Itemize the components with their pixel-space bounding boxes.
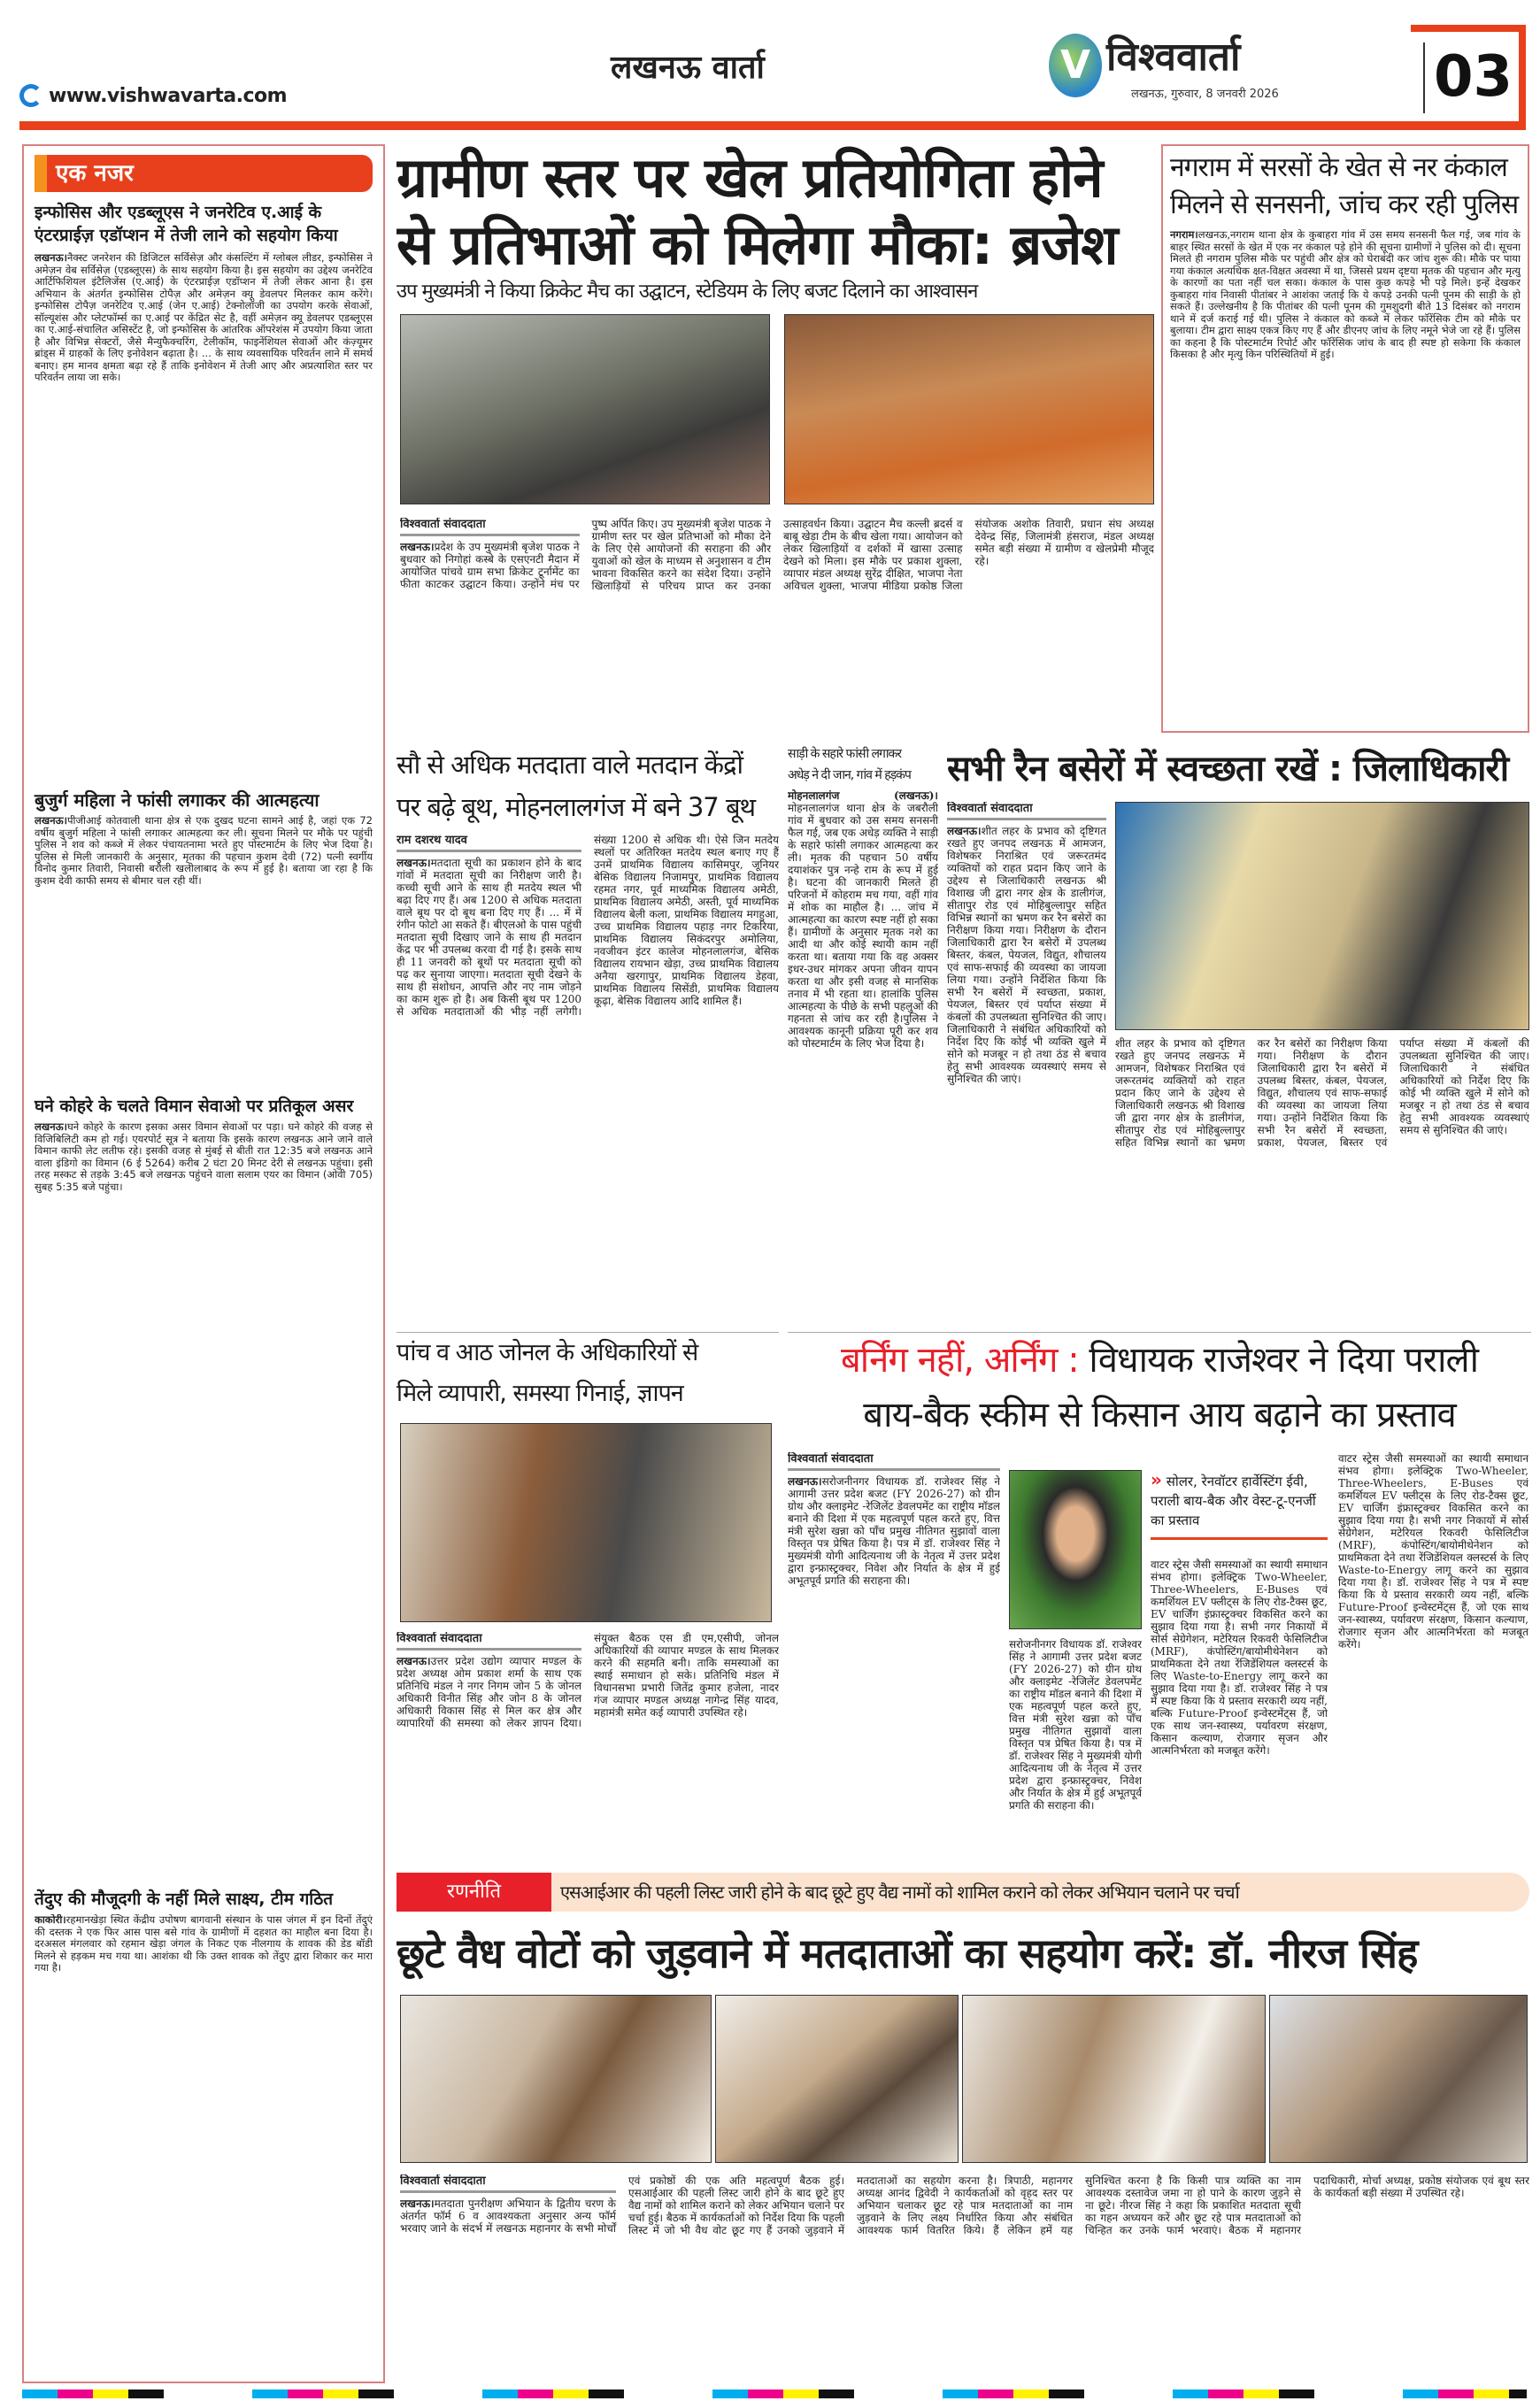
ek-nazar-column — [22, 144, 385, 2383]
parali-body-lead — [788, 1452, 1000, 1855]
skeleton-headline-line-2: मिलने से सनसनी, जांच कर रही पुलिस — [1170, 189, 1519, 220]
booth-headline-line-2: पर बढ़े बूथ, मोहनलालगंज में बने 37 बूथ — [397, 792, 756, 822]
dateline: लखनऊ। — [397, 1655, 431, 1667]
section-title: लखनऊ वार्ता — [611, 50, 765, 86]
skeleton-body — [1170, 229, 1521, 725]
story-body — [35, 1914, 373, 2144]
body-text: सरोजनीनगर विधायक डॉ. राजेश्वर सिंह ने आगामी उत्तर प्रदेश बजट (FY 2026-27) को ग्रीन ग्रोथ और क्लाइमेट -रेजिलेंट डेवलपमेंट का राष्ट्रीय मॉडल बनाने की दिशा में एक महत्वपूर्ण पहल करते हुए, वित्त मंत्री सुरेश खन्ना को पाँच प्रमुख नीतिगत सुझावों वाला विस्तृत पत्र प्रेषित किया है। पत्र में डॉ. राजेश्वर सिंह ने मुख्यमंत्री योगी आदित्यनाथ जी के नेतृत्व में उत्तर प्रदेश द्वारा इन्फ्रास्ट्रक्चर, निवेश और निर्यात के क्षेत्र में हुई अभूतपूर्व प्रगति की सराहना की। — [1009, 1638, 1142, 1812]
photo-meeting-1 — [400, 1995, 712, 2163]
zonal-headline-line-1: पांच व आठ जोनल के अधिकारियों से — [397, 1339, 698, 1366]
dateline: लखनऊ। — [397, 857, 431, 869]
body-text: लखनऊ,नगराम थाना क्षेत्र के कुबाहरा गांव में उस समय सनसनी फैल गई, जब गांव के बाहर स्थित सरसों के खेत में एक नर कंकाल पड़े होने की सूचना ग्रामीणों ने पुलिस को दी। सूचना मिलते ही नगराम पुलिस मौके पर पहुंची और क्षेत्र को घेराबंदी कर जांच शुरू की। मौके पर पाया गया कंकाल अत्यधिक क्षत-विक्षत अवस्था में था, जिससे प्रथम दृष्टया मृतक की पहचान और मृत्यु के कारणों का पता नहीं चल सका। कंकाल के पास कुछ कपड़े भी पड़े मिले। इन्हें देखकर कुबाहरा गांव निवासी पीतांबर ने आशंका जताई कि ये कपड़े उनकी पत्नी पूनम की साड़ी के हो सकते हैं। उल्लेखनीय है कि पीतांबर की पत्नी पूनम की गुमशुदगी बीते 13 दिसंबर को नगराम थाने में दर्ज कराई गई थी। पुलिस ने कंकाल को कब्जे में लेकर फॉरेंसिक टीम को मौके पर बुलाया। टीम द्वारा साक्ष्य एकत्र किए गए हैं और डीएनए जांच के लिए नमूने भेजे जा रहे हैं। पुलिस का कहना है कि पोस्टमार्टम रिपोर्ट और फॉरेंसिक जांच के बाद ही स्पष्ट हो सकेगा कि कंकाल किसका है और मृत्यु किन परिस्थितियों में हुई। — [1170, 229, 1521, 360]
body-text: मतदाता सूची का प्रकाशन होने के बाद गांवों में मतदाता सूची का निरीक्षण जारी है। कच्ची सूची आने के साथ ही मतदेय स्थल भी बढ़ा दिए गए हैं। अब 1200 से अधिक मतदाता वाले बूथ पर दो बूथ बना दिए गए हैं। ... में में रंगीन फोटो आ सकते हैं। बीएलओ के पास पहुंची मतदाता सूची दिखाए जाने के साथ ही मतदान केंद्र पर भी उपलब्ध करवा दी गई है। इसके साथ ही 11 जनवरी को बूथों पर मतदाता सूची को पढ़ कर सुनाया जाएगा। मतदाता सूची देखने के साथ ही संशोधन, आपत्ति और नए नाम जोड़ने का काम शुरू हो है। अब किसी बूथ पर 1200 से अधिक मतदाताओं की भीड़ नहीं लगेगी। संख्या 1200 से अधिक थी। ऐसे जिन मतदेय स्थलों पर अतिरिक्त मतदेय स्थल बनाए गए हैं उनमें प्राथमिक विद्यालय कासिमपुर, जूनियर बेसिक विद्यालय निजामपुर, प्राथमिक विद्यालय रहमत नगर, पूर्व माध्यमिक विद्यालय अमेठी, प्राथमिक विद्यालय अमेठी, अस्ती, पूर्व माध्यमिक विद्यालय बेली कला, प्राथमिक विद्यालय मगहुआ, उच्च प्राथमिक विद्यालय पहाड़ नगर टिकरिया, प्राथमिक विद्यालय सिकंदरपुर अमोलिया, नवजीवन इंटर कालेज मोहनलालगंज, बेसिक विद्यालय रायभान खेड़ा, उच्च प्राथमिक विद्यालय अनैया खरगापुर, प्राथमिक विद्यालय डेहवा, प्राथमिक विद्यालय सिसेंडी, प्राथमिक विद्यालय कूढ़ा, बेसिक विद्यालय आदि शामिल हैं। — [397, 834, 779, 1018]
parali-story — [788, 1332, 1531, 1858]
photo-traders-meeting — [400, 1423, 772, 1622]
body-text: घने कोहरे के कारण इसका असर विमान सेवाओं पर पड़ा। घने कोहरे की वजह से विजिबिलिटी कम हो गई। एयरपोर्ट सूत्र ने बताया कि इसके कारण लखनऊ आने जाने वाले विमान काफी लेट लतीफ रहे। इसकी वजह से मुंबई से बीती रात 12:35 बजे लखनऊ आने वाला इंडिगो का विमान (6 ई 5264) करीब 2 घंटा 20 मिनट देरी से लखनऊ पहुंचा। इसी तरह मस्कट से तड़के 3:45 बजे लखनऊ पहुंचने वाला सलाम एयर का विमान (ओवी 705) सुबह 5:35 बजे पहुंचा। — [35, 1121, 373, 1193]
photo-meeting-4 — [1269, 1995, 1528, 2163]
parali-body-rest-a — [1151, 1558, 1328, 1855]
hanging-body — [788, 789, 938, 1312]
brand-logo: V — [1049, 34, 1102, 97]
ek-nazar-label — [35, 155, 373, 192]
page-number: 03 — [1434, 44, 1513, 110]
booth-body — [397, 834, 779, 1316]
main-subheadline: उप मुख्यमंत्री ने किया क्रिकेट मैच का उद्घाटन, स्टेडियम के लिए बजट दिलाने का आश्वासन — [397, 281, 978, 303]
main-headline-line-2: से प्रतिभाओं को मिलेगा मौका: ब्रजेश — [397, 212, 1118, 277]
story-headline: तेंदुए की मौजूदगी के नहीं मिले साक्ष्य, टीम गठित — [35, 1889, 334, 1909]
body-text: नैक्स्ट जनरेशन की डिजिटल सर्विसेज़ और कंसल्टिंग में ग्लोबल लीडर, इन्फोसिस ने अमेज़न वेब सर्विसेज़ (एडब्लूएस) के साथ सहयोग किया है। इस सहयोग का उद्देश्य जनरेटिव आर्टिफिशियल इंटैलिजेंस (ए.आई) के एंटरप्राईज़ एडॉप्शन में तेजी लेकर आना है। इस अभियान के अंतर्गत इन्फोसिस टोपैज़ और अमेज़न क्यू डेवलपर मिलकर काम करेंगे। इन्फोसिस टोपैज़ जनरेटिव ए.आई (जेन ए.आई) टेक्नोलॉजी का उपयोग करके सेवाओं, सॉल्यूशंस और प्लेटफॉर्म्स का ए.आई पर केंद्रित सेट है, वहीं अमेज़न क्यू डेवलपर एडब्लूएस का ए.आई-संचालित असिस्टेंट है, जो इन्फोसिस के आंतरिक ऑपरेशंस में उपयोग किया जाता है और विभिन्न सेक्टरों, जैसे मैन्युफैक्चरिंग, टेलीकॉम, फाइनेंशियल सेवाओं और कंज़्यूमर ब्रांड्स में ग्राहकों के लिए इनोवेशन बढ़ाता है। ... के साथ व्यवसायिक परिवर्तन लाने में समर्थ बनाए। हम मानव क्षमता बढ़ा रहे हैं ताकि इनोवेशन में तेजी आए और अप्रत्याशित स्तर पर परिवर्तन लाया जा सके। — [35, 252, 373, 383]
hanging-headline-line-1: साड़ी के सहारे फांसी लगाकर — [788, 747, 901, 761]
print-color-bar — [22, 2389, 1527, 2398]
dateline: नगराम। — [1170, 229, 1198, 241]
rain-basera-story — [947, 743, 1531, 1319]
website-link[interactable]: www.vishwavarta.com — [49, 85, 288, 107]
byline: विश्ववार्ता संवाददाता — [400, 519, 580, 536]
main-story — [397, 144, 1158, 737]
body-text: मतदाता पुनरीक्षण अभियान के द्वितीय चरण के अंतर्गत फॉर्म 6 व आवश्यकता अनुसार अन्य फॉर्म भरवाए जाने के संदर्भ में लखनऊ महानगर के सभी मोर्चों एवं प्रकोष्ठों की एक अति महत्वपूर्ण बैठक हुई। एसआईआर की पहली लिस्ट जारी होने के बाद छूटे हुए वैद्य नामों को शामिल कराने को लेकर अभियान चलाने पर चर्चा हुई। बैठक में कार्यकर्ताओं को निर्देश दिया कि पहली लिस्ट में जो भी वैध वोट छूट गए हैं उनको जुड़वाने में मतदाताओं का सहयोग करना है। त्रिपाठी, महानगर अध्यक्ष आनंद द्विवेदी ने कार्यकर्ताओं को वृहद स्तर पर अभियान चलाकर छूट रहे पात्र मतदाताओं का नाम जुड़वाने के लिए लक्ष्य निर्धारित किया और संबंधित आवश्यक फार्म वितरित किये। हैं लेकिन हमें यह सुनिश्चित करना है कि किसी पात्र व्यक्ति का नाम आवश्यक दस्तावेज जमा ना हो पाने के कारण जुड़ने से ना छूटे। नीरज सिंह ने कहा कि प्रकाशित मतदाता सूची का गहन अध्ययन करें और छूट रहे पात्र मतदाताओं को चिन्हित कर उनके फार्म भरवाएं। बैठक में महानगर पदाधिकारी, मोर्चा अध्यक्ष, प्रकोष्ठ संयोजक एवं बूथ स्तर के कार्यकर्ता बड़ी संख्या में उपस्थित रहे। — [400, 2174, 1529, 2236]
main-story-body — [400, 518, 1154, 735]
parali-pull-quote — [1151, 1470, 1328, 1540]
issue-date: लखनऊ, गुरुवार, 8 जनवरी 2026 — [1131, 88, 1279, 101]
dateline: लखनऊ। — [400, 541, 435, 553]
neeraj-body — [400, 2174, 1529, 2385]
byline: विश्ववार्ता संवाददाता — [400, 2175, 616, 2193]
strategy-banner — [397, 1873, 1529, 1912]
story-body — [35, 252, 373, 783]
headline-text: विधायक राजेश्वर ने दिया पराली — [1089, 1340, 1479, 1381]
dateline: काकोरी। — [35, 1914, 66, 1926]
story-elderly-woman — [35, 789, 373, 1089]
hanging-headline-line-2: अधेड़ ने दी जान, गांव में हड़कंप — [788, 768, 911, 782]
dateline: लखनऊ। — [400, 2197, 435, 2210]
dateline: लखनऊ। — [947, 825, 982, 837]
body-text: वाटर स्ट्रेस जैसी समस्याओं का स्थायी समाधान संभव होगा। इलेक्ट्रिक Two-Wheeler, Three-Wheelers, E-Buses एवं कमर्शियल EV फ्लीट्स के लिए रोड-टैक्स छूट, EV चार्जिंग इंफ्रास्ट्रक्चर विकसित करने का सुझाव दिया गया है। सभी नगर निकायों में सोर्स सेग्रेगेशन, मटेरियल रिकवरी फेसिलिटीज (MRF), कंपोस्टिंग/बायोमीथेनेशन को प्राथमिकता देने तथा रेंजिडेंशियल क्लस्टर्स के लिए Waste-to-Energy लागू करने का सुझाव दिया गया है। डॉ. राजेश्वर सिंह ने पत्र में स्पष्ट किया कि ये प्रस्ताव सरकारी व्यय नहीं, बल्कि Future-Proof इन्वेस्टमेंट्स हैं, जो एक साथ जन-स्वास्थ्य, पर्यावरण संरक्षण, किसान कल्याण, रोजगार सृजन और आत्मनिर्भरता को मजबूत करेंगे। — [1338, 1452, 1528, 1651]
story-body — [35, 815, 373, 1089]
dateline: लखनऊ। — [35, 1121, 67, 1133]
photo-meeting-3 — [962, 1995, 1266, 2163]
byline: विश्ववार्ता संवाददाता — [397, 1633, 581, 1651]
story-headline: बुजुर्ग महिला ने फांसी लगाकर की आत्महत्या — [35, 789, 320, 811]
dateline: लखनऊ। — [35, 815, 67, 827]
body-text: सरोजनीनगर विधायक डॉ. राजेश्वर सिंह ने आगामी उत्तर प्रदेश बजट (FY 2026-27) को ग्रीन ग्रोथ और क्लाइमेट -रेजिलेंट डेवलपमेंट का राष्ट्रीय मॉडल बनाने की दिशा में एक महत्वपूर्ण पहल करते हुए, वित्त मंत्री सुरेश खन्ना को पाँच प्रमुख नीतिगत सुझावों वाला विस्तृत पत्र प्रेषित किया है। पत्र में डॉ. राजेश्वर सिंह ने मुख्यमंत्री योगी आदित्यनाथ जी के नेतृत्व में उत्तर प्रदेश द्वारा इन्फ्रास्ट्रक्चर, निवेश और निर्यात के क्षेत्र में हुई अभूतपूर्व प्रगति की सराहना की। — [788, 1475, 1000, 1587]
dateline: लखनऊ। — [788, 1475, 822, 1488]
quote-text: सोलर, रेनवॉटर हार्वेस्टिंग ईवी, पराली बाय-बैक और वेस्ट-टू-एनर्जी का प्रस्ताव — [1151, 1474, 1316, 1528]
parali-body-under-photo — [1009, 1638, 1142, 1855]
body-text: प्रदेश के उप मुख्यमंत्री बृजेश पाठक ने बुधवार को निगोहां कस्बे के एसएनटी मैदान में आयोजित पांचवे ग्राम सभा क्रिकेट टूर्नामेंट का फीता काटकर उद्घाटन किया। उन्होंने मंच पर पुष्प अर्पित किए। उप मुख्यमंत्री बृजेश पाठक ने ग्रामीण स्तर पर खेल प्रतिभाओं को मौका देने के लिए ऐसे आयोजनों की सराहना की और युवाओं को खेल के माध्यम से अनुशासन व टीम भावना विकसित करने का संदेश दिया। उन्होंने खिलाड़ियों से परिचय प्राप्त कर उनका उत्साहवर्धन किया। उद्घाटन मैच कल्ली ब्रदर्स व बाबू खेड़ा टीम के बीच खेला गया। आयोजन को लेकर खिलाड़ियों व दर्शकों में खासा उत्साह देखने को मिला। इस मौके पर प्रकाश शुक्ला, व्यापार मंडल अध्यक्ष सुरेंद्र दीक्षित, भाजपा नेता अविचल शुक्ला, भाजपा मीडिया प्रकोष्ठ जिला संयोजक अशोक तिवारी, प्रधान संघ अध्यक्ष देवेन्द्र सिंह, जिलामंत्री हंसराज, मंडल अध्यक्ष समेत बड़ी संख्या में ग्रामीण व खेलप्रेमी मौजूद रहे। — [400, 518, 1154, 592]
masthead — [0, 0, 1540, 133]
neeraj-story — [397, 1869, 1531, 2387]
body-text: मोहनलालगंज थाना क्षेत्र के जबरौली गांव में बुधवार को उस समय सनसनी फैल गई, जब एक अधेड़ व्यक्ति ने साड़ी के सहारे फांसी लगाकर आत्महत्या कर ली। मृतक की पहचान 50 वर्षीय दयाशंकर पुत्र नन्हे राम के रूप में हुई है। घटना की जानकारी मिलते ही परिजनों में कोहराम मच गया, वहीं गांव में शोक का माहौल है। ... जांच में आत्महत्या का कारण स्पष्ट नहीं हो सका हैं। ग्रामीणों के अनुसार मृतक नशे का आदी था और कोई स्थायी काम नहीं करता था। बताया गया कि वह अक्सर इधर-उधर मांगकर अपना जीवन यापन करता था और इसी वजह से मानसिक तनाव में भी रहता था। हालांकि पुलिस आत्महत्या के पीछे के सभी पहलुओं की गहनता से जांच कर रही है।पुलिस ने आवश्यक कानूनी प्रक्रिया पूरी कर शव को पोस्टमार्टम के लिए भेज दिया है। — [788, 802, 938, 1050]
photo-felicitation — [784, 314, 1154, 504]
parali-body-rest-b — [1338, 1452, 1528, 1855]
body-text: शीत लहर के प्रभाव को दृष्टिगत रखते हुए जनपद लखनऊ में आमजन, विशेषकर निराश्रित एवं जरूरतमंद व्यक्तियों को राहत प्रदान किए जाने के उद्देश्य से जिलाधिकारी लखनऊ श्री विशाख जी द्वारा नगर क्षेत्र के डालीगंज, सीतापुर रोड एवं मोहिबुल्लापुर सहित विभिन्न स्थानों का भ्रमण कर रैन बसेरों का निरीक्षण किया गया। निरीक्षण के दौरान जिलाधिकारी द्वारा रैन बसेरों में उपलब्ध बिस्तर, कंबल, पेयजल, विद्युत, शौचालय एवं साफ-सफाई की व्यवस्था का जायजा लिया गया। उन्होंने निर्देशित किया कि सभी रैन बसेरों में स्वच्छता, प्रकाश, पेयजल, बिस्तर एवं पर्याप्त संख्या में कंबलों की उपलब्धता सुनिश्चित की जाए। जिलाधिकारी ने संबंधित अधिकारियों को निर्देश दिए कि कोई भी व्यक्ति खुले में सोने को मजबूर न हो तथा ठंड से बचाव हेतु सभी आवश्यक व्यवस्थाएं समय से सुनिश्चित की जाएं। — [1115, 1037, 1529, 1149]
story-infosys — [35, 201, 373, 783]
hanging-story — [788, 743, 938, 1319]
skeleton-headline-line-1: नगराम में सरसों के खेत से नर कंकाल — [1170, 152, 1507, 183]
strategy-tag: रणनीति — [397, 1873, 551, 1912]
rain-basera-headline: सभी रैन बसेरों में स्वच्छता रखें : जिलाधिकारी — [947, 749, 1509, 789]
body-text: पीजीआई कोतवाली थाना क्षेत्र से एक दुखद घटना सामने आई है, जहां एक 72 वर्षीय बुजुर्ग महिला ने फांसी लगाकर आत्महत्या कर ली। सूचना मिलने पर मौके पर पहुंची पुलिस ने शव को कब्जे में लेकर पंचायतनामा भरते हुए पोस्टमार्टम के लिए भेज दिया है। पुलिस से मिली जानकारी के अनुसार, मृतका की पहचान कुशम देवी (72) पत्नी स्वर्गीय विनोद कुमार तिवारी, निवासी बरौली खलीलाबाद के रूप में हुई है। बताया जा रहा है कि कुशम देवी काफी समय से बीमार चल रही थीं। — [35, 815, 373, 887]
body-text: उत्तर प्रदेश उद्योग व्यापार मण्डल के प्रदेश अध्यक्ष ओम प्रकाश शर्मा के साथ एक प्रतिनिधि मंडल ने नगर निगम जोन 5 के जोनल अधिकारी विनीत सिंह और जोन 8 के जोनल अधिकारी विकास सिंह से मिल कर क्षेत्र और व्यापारियों की समस्या को लेकर ज्ञापन दिया। संयुक्त बैठक एस डी एम,एसीपी, जोनल अधिकारियों की व्यापार मण्डल के साथ मिलकर करने की सहमति बनी। ताकि समस्याओं का स्थाई समाधान हो सके। प्रतिनिधि मंडल में विधानसभा प्रभारी जितेंद्र कुमार हजेला, नादर गंज व्यापार मण्डल अध्यक्ष नागेन्द्र सिंह यादव, महामंत्री समेत कई व्यापारी उपस्थित रहे। — [397, 1632, 779, 1729]
ek-nazar-text: एक नजर — [56, 160, 134, 187]
body-text: शीत लहर के प्रभाव को दृष्टिगत रखते हुए जनपद लखनऊ में आमजन, विशेषकर निराश्रित एवं जरूरतमंद व्यक्तियों को राहत प्रदान किए जाने के उद्देश्य से जिलाधिकारी लखनऊ श्री विशाख जी द्वारा नगर क्षेत्र के डालीगंज, सीतापुर रोड एवं मोहिबुल्लापुर सहित विभिन्न स्थानों का भ्रमण कर रैन बसेरों का निरीक्षण किया गया। निरीक्षण के दौरान जिलाधिकारी द्वारा रैन बसेरों में उपलब्ध बिस्तर, कंबल, पेयजल, विद्युत, शौचालय एवं साफ-सफाई की व्यवस्था का जायजा लिया गया। उन्होंने निर्देशित किया कि सभी रैन बसेरों में स्वच्छता, प्रकाश, पेयजल, बिस्तर एवं पर्याप्त संख्या में कंबलों की उपलब्धता सुनिश्चित की जाए। जिलाधिकारी ने संबंधित अधिकारियों को निर्देश दिए कि कोई भी व्यक्ति खुले में सोने को मजबूर न हो तथा ठंड से बचाव हेतु सभी आवश्यक व्यवस्थाएं समय से सुनिश्चित की जाएं। — [947, 825, 1106, 1085]
main-headline-line-1: ग्रामीण स्तर पर खेल प्रतियोगिता होने — [397, 145, 1103, 210]
parali-headline-line-1 — [788, 1333, 1531, 1388]
zonal-body — [397, 1632, 779, 1858]
masthead-red-bar — [19, 121, 1526, 130]
browser-e-icon — [19, 84, 42, 107]
story-headline: इन्फोसिस और एडब्लूएस ने जनरेटिव ए.आई के एंटरप्राईज़ एडॉप्शन में तेजी लाने को सहयोग किया — [35, 203, 338, 245]
story-leopard — [35, 1888, 373, 2144]
rain-basera-body-left — [947, 802, 1106, 1315]
headline-highlight: बर्निंग नहीं, अर्निंग : — [840, 1340, 1079, 1381]
story-body — [35, 1121, 373, 1882]
brand-name: विश्ववार्ता — [1106, 35, 1241, 80]
neeraj-headline: छूटे वैध वोटों को जुड़वाने में मतदाताओं का सहयोग करें: डॉ. नीरज सिंह — [397, 1929, 1418, 1977]
booth-story — [397, 743, 779, 1319]
byline: विश्ववार्ता संवाददाता — [788, 1453, 1000, 1471]
dateline: मोहनलालगंज (लखनऊ)। — [788, 789, 938, 802]
zonal-story — [397, 1332, 779, 1858]
byline: राम दशरथ यादव — [397, 835, 581, 852]
body-text: रहमानखेड़ा स्थित केंद्रीय उपोषण बागवानी संस्थान के पास जंगल में इन दिनों तेंदुएं की दस्तक ने एक फिर आस पास बसे गांव के ग्रामीणों में दहशत का माहौल बना दिया है। दरअसल मंगलवार को रहमान खेड़ा जंगल के निकट एक नीलगाय के शावक की डेड बॉडी मिलने से हड़कम मच गया था। आशंका थी कि उक्त शावक को तेंदुए द्वारा शिकार कर मारा गया है। — [35, 1914, 373, 1974]
byline: विश्ववार्ता संवाददाता — [947, 803, 1106, 820]
photo-inauguration — [400, 314, 770, 504]
photo-meeting-2 — [715, 1995, 959, 2163]
zonal-headline-line-2: मिले व्यापारी, समस्या गिनाई, ज्ञापन — [397, 1380, 683, 1407]
strategy-strap: एसआईआर की पहली लिस्ट जारी होने के बाद छूटे हुए वैद्य नामों को शामिल कराने को लेकर अभियान चलाने पर चर्चा — [560, 1882, 1239, 1903]
booth-headline-line-1: सौ से अधिक मतदाता वाले मतदान केंद्रों — [397, 750, 743, 780]
parali-headline-line-2: बाय-बैक स्कीम से किसान आय बढ़ाने का प्रस्ताव — [863, 1395, 1456, 1435]
rain-basera-body-right — [1115, 1037, 1529, 1316]
dateline: लखनऊ। — [35, 252, 67, 264]
body-text: वाटर स्ट्रेस जैसी समस्याओं का स्थायी समाधान संभव होगा। इलेक्ट्रिक Two-Wheeler, Three-Wheelers, E-Buses एवं कमर्शियल EV फ्लीट्स के लिए रोड-टैक्स छूट, EV चार्जिंग इंफ्रास्ट्रक्चर विकसित करने का सुझाव दिया गया है। सभी नगर निकायों में सोर्स सेग्रेगेशन, मटेरियल रिकवरी फेसिलिटीज (MRF), कंपोस्टिंग/बायोमीथेनेशन को प्राथमिकता देने तथा रेंजिडेंशियल क्लस्टर्स के लिए Waste-to-Energy लागू करने का सुझाव दिया गया है। डॉ. राजेश्वर सिंह ने पत्र में स्पष्ट किया कि ये प्रस्ताव सरकारी व्यय नहीं, बल्कि Future-Proof इन्वेस्टमेंट्स हैं, जो एक साथ जन-स्वास्थ्य, पर्यावरण संरक्षण, किसान कल्याण, रोजगार सृजन और आत्मनिर्भरता को मजबूत करेंगे। — [1151, 1558, 1328, 1757]
story-headline: घने कोहरे के चलते विमान सेवाओ पर प्रतिकूल असर — [35, 1097, 354, 1116]
photo-rajeshwar-singh — [1009, 1470, 1142, 1629]
quote-chevron-icon: » — [1151, 1469, 1162, 1490]
photo-rain-basera-inspection — [1115, 802, 1529, 1030]
story-fog-flights — [35, 1095, 373, 1882]
skeleton-story — [1161, 144, 1529, 733]
